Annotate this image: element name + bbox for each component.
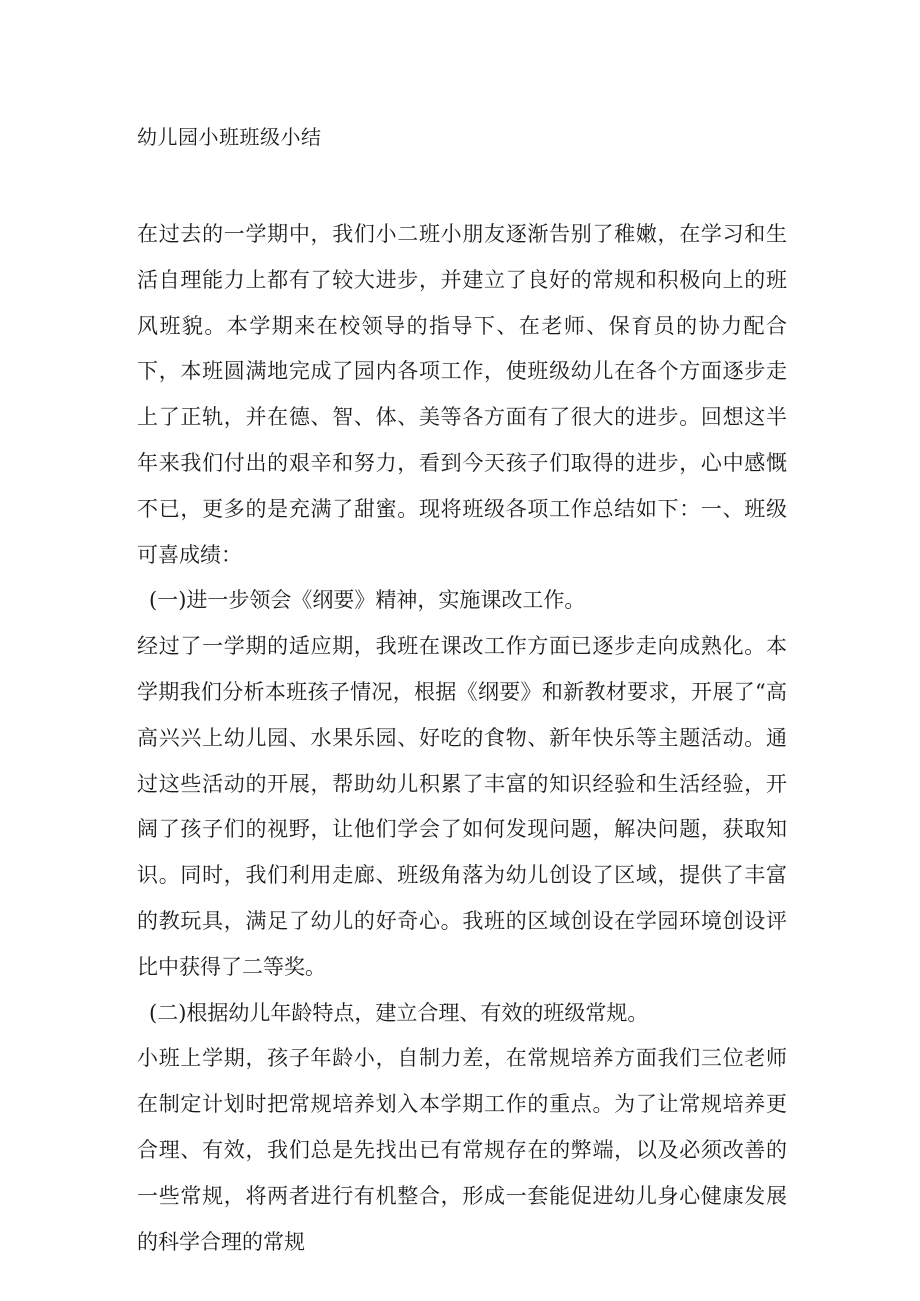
section-heading-1: (一)进一步领会《纲要》精神，实施课改工作。: [149, 588, 586, 613]
document-body: [137, 212, 787, 1265]
section-heading-2: (二)根据幼儿年龄特点，建立合理、有效的班级常规。: [149, 1000, 649, 1025]
paragraph-intro: 在过去的一学期中，我们小二班小朋友逐渐告别了稚嫩，在学习和生活自理能力上都有了较大进步，并建立了良好的常规和积极向上的班风班貌。本学期来在校领导的指导下、在老师、保育员的协力配合下，本班圆满地完成了园内各项工作，使班级幼儿在各个方面逐步走上了正轨，并在德、智、体、美等各方面有了很大的进步。回想这半年来我们付出的艰辛和努力，看到今天孩子们取得的进步，心中感慨不已，更多的是充满了甜蜜。现将班级各项工作总结如下：一、班级可喜成绩：: [137, 222, 787, 567]
paragraph-curriculum: 经过了一学期的适应期，我班在课改工作方面已逐步走向成熟化。本学期我们分析本班孩子情况，根据《纲要》和新教材要求，开展了“高高兴兴上幼儿园、水果乐园、好吃的食物、新年快乐等主题活动。通过这些活动的开展，帮助幼儿积累了丰富的知识经验和生活经验，开阔了孩子们的视野，让他们学会了如何发现问题，解决问题，获取知识。同时，我们利用走廊、班级角落为幼儿创设了区域，提供了丰富的教玩具，满足了幼儿的好奇心。我班的区域创设在学园环境创设评比中获得了二等奖。: [137, 634, 787, 979]
paragraph-routines: 小班上学期，孩子年龄小，自制力差，在常规培养方面我们三位老师在制定计划时把常规培养划入本学期工作的重点。为了让常规培养更合理、有效，我们总是先找出已有常规存在的弊端，以及必须改善的一些常规，将两者进行有机整合，形成一套能促进幼儿身心健康发展的科学合理的常规: [137, 1046, 787, 1254]
document-title: 幼儿园小班班级小结: [137, 125, 322, 149]
